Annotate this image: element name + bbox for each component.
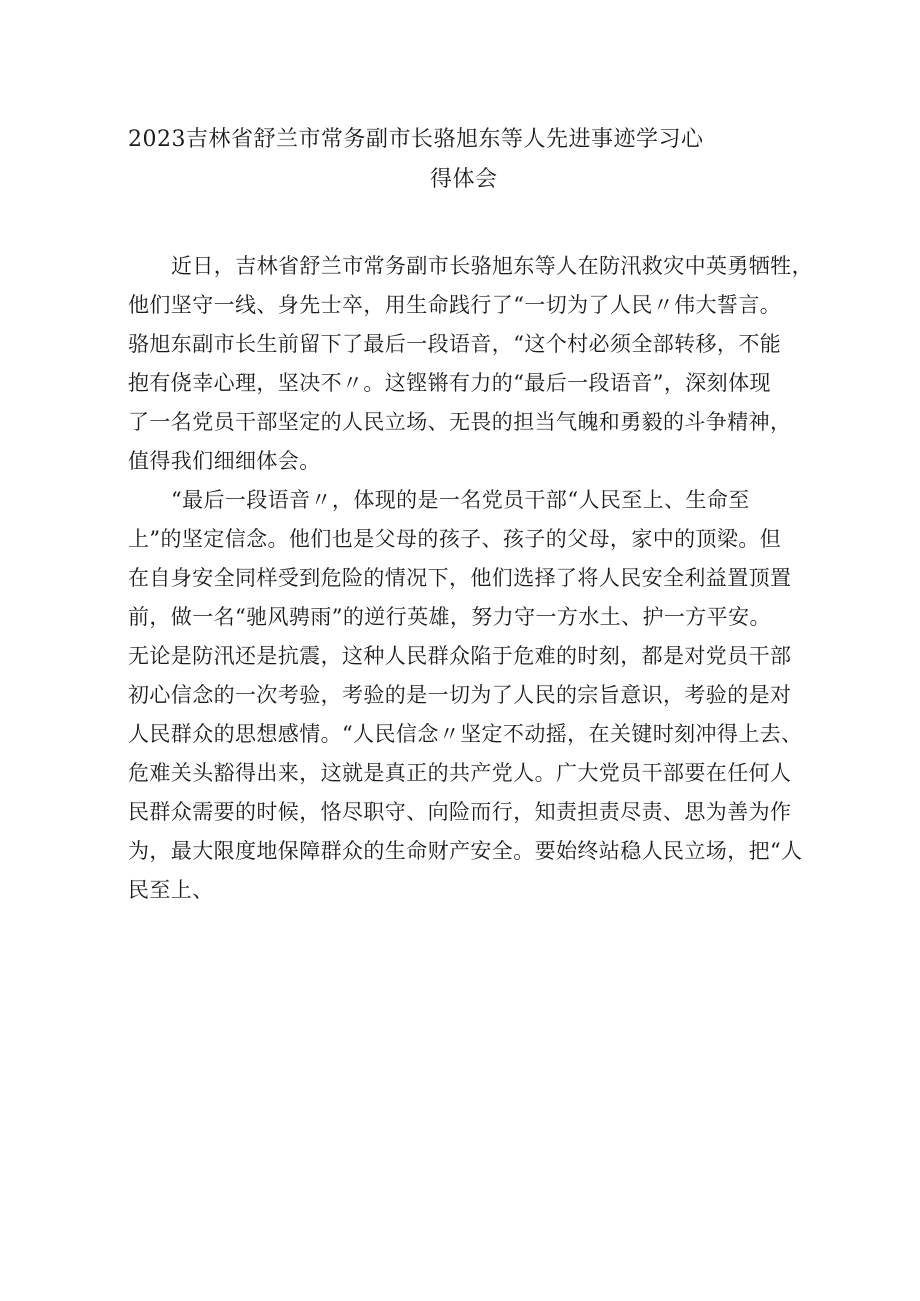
paragraph-line: 为，最大限度地保障群众的生命财产安全。要始终站稳人民立场，把“人 — [128, 839, 803, 863]
paragraph-line: 骆旭东副市长生前留下了最后一段语音，“这个村必须全部转移，不能 — [128, 332, 782, 356]
paragraph-line: 初心信念的一次考验，考验的是一切为了人民的宗旨意识，考验的是对 — [128, 683, 792, 707]
paragraph-line: “最后一段语音〃，体现的是一名党员干部“人民至上、生命至 — [171, 488, 750, 512]
paragraph-line: 上”的坚定信念。他们也是父母的孩子、孩子的父母，家中的顶梁。但 — [128, 527, 782, 551]
paragraph-line: 他们坚守一线、身先士卒，用生命践行了“一切为了人民〃伟大誓言。 — [128, 293, 782, 317]
paragraph-line: 在自身安全同样受到危险的情况下，他们选择了将人民安全利益置顶置 — [128, 566, 792, 590]
paragraph-2 — [128, 481, 804, 910]
paragraph-1 — [128, 247, 813, 481]
paragraph-line: 了一名党员干部坚定的人民立场、无畏的担当气魄和勇毅的斗争精神， — [128, 410, 792, 434]
title-line-2: 得体会 — [430, 167, 498, 192]
document-title — [128, 120, 704, 200]
paragraph-line: 近日，吉林省舒兰市常务副市长骆旭东等人在防汛救灾中英勇牺牲， — [171, 254, 813, 278]
paragraph-line: 民至上、 — [128, 878, 214, 902]
paragraph-line: 民群众需要的时候，恪尽职守、向险而行，知责担责尽责、思为善为作 — [128, 800, 792, 824]
paragraph-line: 危难关头豁得出来，这就是真正的共产党人。广大党员干部要在任何人 — [128, 761, 792, 785]
paragraph-line: 值得我们细细体会。 — [128, 449, 321, 473]
paragraph-line: 无论是防汛还是抗震，这种人民群众陷于危难的时刻，都是对党员干部 — [128, 644, 792, 668]
document-body — [128, 247, 813, 910]
paragraph-line: 前，做一名“驰风骋雨”的逆行英雄，努力守一方水土、护一方平安。 — [128, 605, 771, 629]
title-line-1: 2023吉林省舒兰市常务副市长骆旭东等人先进事迹学习心 — [128, 127, 704, 152]
paragraph-line: 抱有侥幸心理，坚决不〃。这铿锵有力的“最后一段语音”，深刻体现 — [128, 371, 771, 395]
paragraph-line: 人民群众的思想感情。“人民信念〃坚定不动摇，在关键时刻冲得上去、 — [128, 722, 803, 746]
